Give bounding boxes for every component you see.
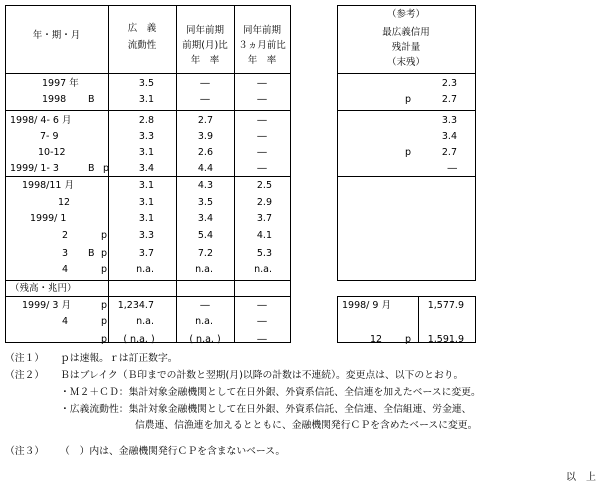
cell-ref-flag: p <box>405 147 412 158</box>
cell-ref: ― <box>447 163 457 174</box>
cell-yoy-prev: 2.7 <box>197 115 213 126</box>
balance-row-label: 4 <box>62 316 69 327</box>
row-label: 1997 年 <box>42 78 79 89</box>
header-yoy-prev-1: 同年前期 <box>185 25 224 36</box>
cell-yoy-3m: 3.7 <box>256 213 272 224</box>
cell-yoy-prev: ― <box>200 94 210 105</box>
cell-ref: 2.7 <box>441 147 457 158</box>
row-label: 1998/ 4- 6 月 <box>10 115 72 126</box>
header-yoy-3m-3: 年 率 <box>247 55 277 66</box>
header-rule <box>5 73 291 74</box>
cell-yoy-prev: 3.5 <box>197 197 213 208</box>
table-left-rule <box>5 5 6 343</box>
cell-liquidity: 3.4 <box>138 163 154 174</box>
cell-yoy-prev: 7.2 <box>197 248 213 259</box>
cell-ref: 2.7 <box>441 94 457 105</box>
cell-liquidity: 3.1 <box>138 180 154 191</box>
section-rule <box>5 110 291 111</box>
balance-ref-label: 1998/ 9 月 <box>342 300 391 311</box>
note-tag: （注１） <box>5 353 45 364</box>
header-ref-line-2: 残計量 <box>391 42 421 53</box>
cell-yoy-prev: 2.6 <box>197 147 213 158</box>
header-yoy-prev-2: 前期(月)比 <box>182 40 228 51</box>
note-text: Ｂはブレイク（Ｂ印までの計数と翌期(月)以降の計数は不連続）。変更点は、以下のとおり。 <box>60 370 464 381</box>
cell-liquidity: n.a. <box>136 264 154 275</box>
cell-liquidity: 3.1 <box>138 213 154 224</box>
row-label: 7- 9 <box>40 131 59 142</box>
balance-cell-liquidity: n.a. <box>136 316 154 327</box>
cell-yoy-prev: 4.3 <box>197 180 213 191</box>
end-mark: 以 上 <box>566 472 596 483</box>
cell-yoy-prev: 3.9 <box>197 131 213 142</box>
note-tag: （注２） <box>5 370 45 381</box>
row-flag: p <box>103 163 110 174</box>
row-flag: p <box>101 230 108 241</box>
cell-liquidity: 3.7 <box>138 248 154 259</box>
row-label: 1999/ 1 <box>30 213 67 224</box>
cell-liquidity: 3.1 <box>138 147 154 158</box>
cell-yoy-prev: 4.4 <box>197 163 213 174</box>
balance-row-flag: p <box>101 300 108 311</box>
cell-yoy-3m: ― <box>257 115 267 126</box>
balance-cell-liquidity: 1,234.7 <box>117 300 154 311</box>
row-flag: B <box>88 94 95 105</box>
header-ref-title: （参考） <box>386 9 425 20</box>
cell-yoy-prev: 3.4 <box>197 213 213 224</box>
cell-yoy-3m: ― <box>257 94 267 105</box>
row-label: 1999/ 1- 3 <box>10 163 59 174</box>
cell-ref-flag: p <box>405 94 412 105</box>
balance-ref-label: 12 <box>370 334 383 345</box>
row-label: 10-12 <box>38 147 66 158</box>
balance-cell-yoy-prev: n.a. <box>195 316 213 327</box>
cell-yoy-3m: ― <box>257 78 267 89</box>
cell-liquidity: 3.1 <box>138 197 154 208</box>
cell-yoy-prev: 5.4 <box>197 230 213 241</box>
balance-ref-top-rule <box>337 296 476 297</box>
balance-top-rule <box>5 296 291 297</box>
balance-row-flag: p <box>101 334 108 345</box>
header-ref-line-1: 最広義信用 <box>382 27 430 38</box>
cell-yoy-3m: ― <box>257 147 267 158</box>
cell-liquidity: 3.3 <box>138 131 154 142</box>
row-label: 4 <box>62 264 69 275</box>
header-liquidity-2: 流動性 <box>127 40 157 51</box>
note-tag: （注３） <box>5 446 45 457</box>
note-text: ・Ｍ２＋ＣＤ：集計対象金融機関として在日外銀、外資系信託、全信連を加えたベースに変更。 <box>60 387 481 398</box>
header-yoy-3m-2: ３ヵ月前比 <box>238 40 286 51</box>
note-text: ｐは速報。ｒは訂正数字。 <box>60 353 178 364</box>
note-text: 信農連、信漁連を加えるとともに、金融機関発行ＣＰを含めたベースに変更。 <box>135 420 478 431</box>
balance-cell-yoy-3m: ― <box>257 316 267 327</box>
balance-cell-yoy-prev: ― <box>200 300 210 311</box>
balance-cell-liquidity: ( n.a. ) <box>123 334 155 345</box>
section-rule <box>5 176 291 177</box>
balance-row-label: 1999/ 3 月 <box>22 300 71 311</box>
cell-ref: 3.4 <box>441 131 457 142</box>
cell-yoy-3m: ― <box>257 163 267 174</box>
cell-ref: 3.3 <box>441 115 457 126</box>
header-yoy-prev-3: 年 率 <box>190 55 220 66</box>
header-ref-line-3: （末残） <box>386 57 425 68</box>
balance-ref-left-rule <box>337 296 338 343</box>
row-label: 12 <box>58 197 71 208</box>
cell-yoy-3m: ― <box>257 131 267 142</box>
cell-liquidity: 3.3 <box>138 230 154 241</box>
row-flag: B <box>88 163 95 174</box>
ref-bottom-rule <box>337 280 476 281</box>
table-right-rule <box>290 5 291 343</box>
row-flag: p <box>101 248 108 259</box>
row-flag: p <box>101 264 108 275</box>
balance-ref-value: 1,577.9 <box>427 300 464 311</box>
cell-yoy-3m: 4.1 <box>256 230 272 241</box>
cell-yoy-3m: 2.5 <box>256 180 272 191</box>
row-flag: B <box>88 248 95 259</box>
ref-right-rule <box>475 5 476 281</box>
row-label: 1998 <box>42 94 67 105</box>
balance-ref-right-rule <box>475 296 476 343</box>
cell-yoy-3m: n.a. <box>254 264 272 275</box>
cell-yoy-3m: 2.9 <box>256 197 272 208</box>
balance-heading: （残高・兆円） <box>10 283 77 294</box>
cell-yoy-3m: 5.3 <box>256 248 272 259</box>
balance-cell-yoy-3m: ― <box>257 334 267 345</box>
cell-ref: 2.3 <box>441 78 457 89</box>
balance-row-flag: p <box>101 316 108 327</box>
header-rule <box>337 73 476 74</box>
section-rule <box>337 110 476 111</box>
row-label: 1998/11 月 <box>22 180 74 191</box>
balance-ref-value: 1,591.9 <box>427 334 464 345</box>
cell-liquidity: 3.1 <box>138 94 154 105</box>
ref-top-rule <box>337 5 476 6</box>
note-text: （ ）内は、金融機関発行ＣＰを含まないベース。 <box>60 446 286 457</box>
cell-liquidity: 3.5 <box>138 78 154 89</box>
section-rule <box>337 176 476 177</box>
balance-cell-yoy-prev: ( n.a. ) <box>189 334 221 345</box>
note-text: ・広義流動性：集計対象金融機関として在日外銀、外資系信託、全信連、全信組連、労金連、 <box>60 404 472 415</box>
row-label: 3 <box>62 248 69 259</box>
balance-ref-col-rule <box>418 296 419 343</box>
header-yoy-3m-1: 同年前期 <box>242 25 281 36</box>
row-label: 2 <box>62 230 69 241</box>
section-rule <box>5 280 291 281</box>
cell-liquidity: 2.8 <box>138 115 154 126</box>
balance-cell-yoy-3m: ― <box>257 300 267 311</box>
cell-yoy-prev: n.a. <box>195 264 213 275</box>
header-period: 年・期・月 <box>32 30 81 41</box>
balance-ref-flag: p <box>405 334 412 345</box>
table-top-rule <box>5 5 291 6</box>
header-liquidity-1: 広 義 <box>127 23 157 34</box>
cell-yoy-prev: ― <box>200 78 210 89</box>
